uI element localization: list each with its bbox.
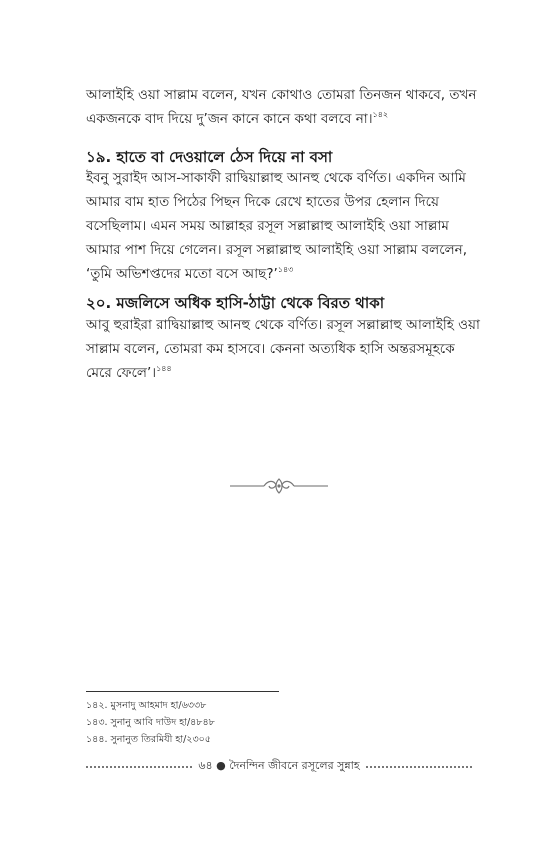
text-line: একজনকে বাদ দিয়ে দু’জন কানে কানে কথা বলবে না।$^{১৪২}$ <box>86 110 389 127</box>
footnote-item: ১৪২. মুসনাদু আহমাদ হা/৬৩৩৮ <box>86 700 207 711</box>
text-line: সাল্লাম বলেন, তোমরা কম হাসবে। কেননা অত্যধিক হাসি অন্তরসমূহকে <box>86 341 455 357</box>
footer-dotted-rule-right <box>366 766 472 768</box>
text-line: আমার পাশ দিয়ে গেলেন। রসূল সল্লাল্লাহু আলাইহি ওয়া সাল্লাম বললেন, <box>86 242 468 258</box>
section-19-paragraph <box>86 166 472 286</box>
floral-divider-icon <box>228 476 330 496</box>
text-line: মেরে ফেলে’।$^{১৪৪}$ <box>86 364 172 381</box>
text-line: আবু হুরাইরা রাদ্বিয়াল্লাহু আনহু থেকে বর্ণিত। রসূল সল্লাল্লাহু আলাইহি ওয়া <box>86 317 480 333</box>
footnotes <box>86 697 215 748</box>
section-heading-19: ১৯. হাতে বা দেওয়ালে ঠেস দিয়ে না বসা <box>86 148 333 166</box>
text-line: বসেছিলাম। এমন সময় আল্লাহর রসূল সল্লাল্লাহু আলাইহি ওয়া সাল্লাম <box>86 218 449 234</box>
footnote-ref: ১৪৪ <box>156 364 172 373</box>
text-line: আমার বাম হাত পিঠের পিছন দিকে রেখে হাতের উপর হেলান দিয়ে <box>86 194 439 210</box>
section-20-paragraph <box>86 313 480 385</box>
footnote-ref: ১৪২ <box>372 110 389 119</box>
footer-dotted-rule-left <box>86 766 192 768</box>
book-title: দৈনন্দিন জীবনে রসূলের সুন্নাহ <box>229 758 360 772</box>
footnote-item: ১৪৩. সুনানু আবি দাউদ হা/৪৮৪৮ <box>86 717 215 728</box>
text-line: ‘তুমি অভিশপ্তদের মতো বসে আছ?’$^{১৪৩}$ <box>86 265 294 282</box>
section-heading-20: ২০. মজলিসে অধিক হাসি-ঠাট্টা থেকে বিরত থাকা <box>86 294 385 312</box>
page-footer <box>86 756 472 776</box>
text-line: আলাইহি ওয়া সাল্লাম বলেন, যখন কোথাও তোমরা তিনজন থাকবে, তখন <box>86 87 477 103</box>
footer-text: ৬৪ ● দৈনন্দিন জীবনে রসূলের সুন্নাহ <box>198 758 360 772</box>
footnote-divider <box>86 691 279 692</box>
page-number: ৬৪ <box>198 758 213 772</box>
footnote-ref: ১৪৩ <box>277 265 294 274</box>
footnote-item: ১৪৪. সুনানুত তিরমিযী হা/২৩০৫ <box>86 734 211 745</box>
text-line: ইবনু সুরাইদ আস-সাকাফী রাদ্বিয়াল্লাহু আনহু থেকে বর্ণিত। একদিন আমি <box>86 170 466 186</box>
continuation-paragraph <box>86 83 477 131</box>
